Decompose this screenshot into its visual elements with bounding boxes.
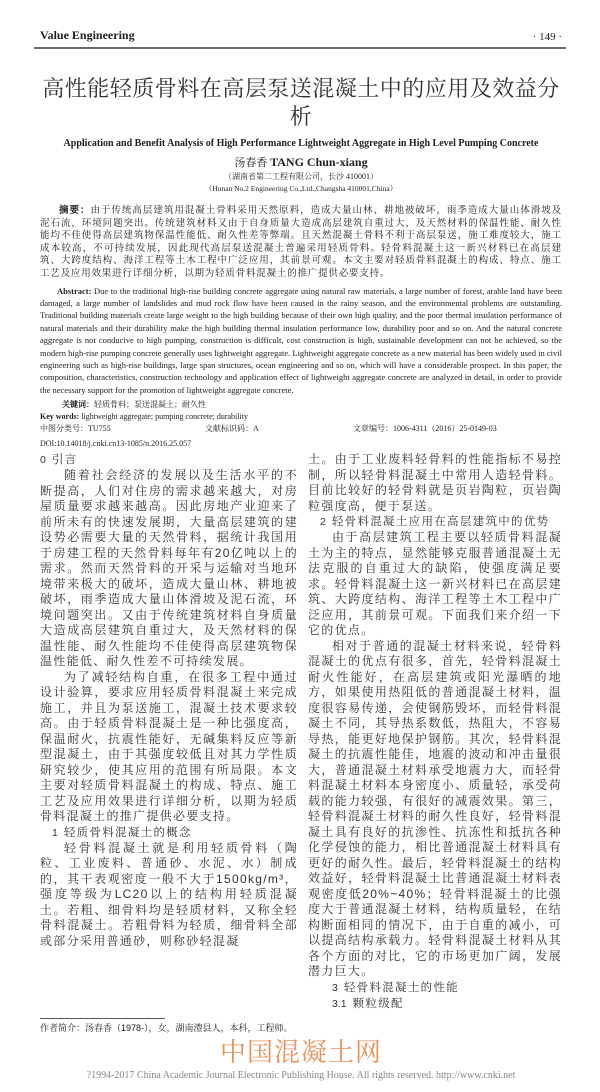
paragraph: 相对于普通的混凝土材料来说，轻骨料混凝土的优点有很多，首先，轻骨料混凝土耐火性能好，在高层建筑或阳光瀑晒的地方，如果使用热阻低的普通混凝土材料，温度很容易传递，会使钢筋毁坏，而轻骨料混凝土不同，其导热系数低，热阻大，不容易导热，能更好地保护钢筋。其次，轻骨料混凝土的抗震性能佳，地震的波动和冲击量很大，普通混凝土材料承受地震力大，而轻骨料混凝土材料本身密度小、质量轻，承受荷载的能力较强，有很好的减震效果。第三，轻骨料混凝土材料的耐久性良好，轻骨料混凝土具有良好的抗渗性、抗冻性和抵抗各种化学侵蚀的能力，相比普通混凝土材料具有更好的耐久性。最后，轻骨料混凝土的结构效益好，轻骨料混凝土比普通混凝土材料表观密度低20%~40%；轻骨料混凝土的比强度大于普通混凝土材料，结构质量轻，在结构断面相同的情况下，由于自重的减小，可以提高结构承载力。轻骨料混凝土材料从其各个方面的对比，它的市场更加广阔，发展潜力巨大。 <box>308 638 562 979</box>
meta-row <box>40 423 562 435</box>
keywords-en-label: Key words: <box>40 412 80 422</box>
paragraph: 由于高层建筑工程主要以轻质骨料混凝土为主的特点，显然能够克服普通混凝土无法克服的自重过大的缺陷，使强度满足要求。轻骨料混凝土这一新兴材料已在高层建筑、大跨度结构、海洋工程等土木工程中广泛应用，其前景可观。下面我们来介绍一下它的优点。 <box>308 530 562 638</box>
body-columns <box>40 452 562 1012</box>
abstract-en <box>40 285 562 397</box>
section-heading-0: 0 引言 <box>40 454 78 467</box>
abstract-en-text: Due to the traditional high-rise building concrete aggregate using natural raw materials, a large number of forest, arable land have been damaged, a large number of landslides and mud rock flow have been caused in the rainy season, and the environmental problems are outstanding. Traditional building materials create large weight to the high building because of their own high quality, and the poor thermal insulation performance of natural materials and their durability make the high building thermal insulation performance low, durability poor and so on. And the natural concrete aggregate is not conducive to high pumping, construction is difficult, cost construction is high, sustainable development can not be achieved, so the modern high-rise pumping concrete generally uses lightweight aggregate. Lightweight aggregate concrete as a new material has been widely used in civil engineering such as high-rise buildings, large span structures, ocean engineering and so on, which will have a considerable prospect. In this paper, the composition, characteristics, construction technology and application effect of lightweight aggregate concrete are analyzed in detail, in order to provide the necessary support for the promotion of lightweight aggregate concrete. <box>40 285 562 395</box>
watermark-logo: 中国混凝土网 <box>219 1036 382 1067</box>
page-header <box>34 28 566 49</box>
paragraph: 为了减轻结构自重，在很多工程中通过设计验算，要求应用轻质骨料混凝土来完成施工，并且为泵送施工，混凝土技术要求较高。由于轻质骨料混凝土是一种比强度高，保温耐火，抗震性能好，无碱集料反应等新型混凝土，由于其强度较低且对其力学性质研究较少，使其应用的范围有所局限。本文主要对轻质骨料混凝土的构成、特点、施工工艺及应用效果进行详细分析，以期为轻质骨料混凝土的推广提供必要支持。 <box>40 669 298 824</box>
keywords-en-text: lightweight aggregate; pumping concrete; durability <box>81 412 248 422</box>
affiliation-en: （Hunan No.2 Engineering Co.,Ltd.,Changsha 410001,China） <box>204 184 398 193</box>
document-code: 文献标识码：A <box>205 424 259 434</box>
keywords-cn <box>40 399 562 411</box>
paragraph: 随着社会经济的发展以及生活水平的不断提高，人们对住房的需求越来越大，对房屋质量要求越来越高。因此房地产业迎来了前所未有的快速发展期，大量高层建筑的建设势必需要大量的天然骨料，据统计我国用于房建工程的天然骨料每年有20亿吨以上的需求。然而天然骨料的开采与运输对当地环境带来极大的破坏，造成大量山林、耕地被破坏，雨季造成大量山体滑坡及泥石流，环境问题突出。又由于传统建筑材料自身质量大造成高层建筑自重过大，及天然材料的保温性能、耐久性能均不佳使得高层建筑物保温性能低、耐久性差不可持续发展。 <box>40 468 298 669</box>
footnote-rule <box>40 1018 165 1019</box>
author <box>40 155 562 171</box>
author-footnote: 作者简介：汤春香（1978-），女，湖南澧县人，本科，工程师。 <box>40 1022 293 1033</box>
affiliation-cn: （湖南省第二工程有限公司，长沙 410001） <box>224 172 378 181</box>
abstract-cn-text: 由于传统高层建筑用混凝土骨料采用天然原料，造成大量山林、耕地被破坏，雨季造成大量山体滑坡及泥石流，环境问题突出。传统建筑材料又由于自身质量大造成高层建筑自重过大，及天然材料的保温性能、耐久性能均不佳使得高层建筑物保温性能低、耐久性差等弊端。且天然混凝土骨料不利于高层泵送，施工难度较大，施工成本较高，不可持续发展，因此现代高层泵送混凝土普遍采用轻质骨料。轻骨料混凝土这一新兴材料已在高层建筑、大跨度结构、海洋工程等土木工程中广泛应用，其前景可观。本文主要对轻质骨料混凝土的构成、特点、施工工艺及应用效果进行详细分析，以期为轻质骨料混凝土的推广提供必要支持。 <box>40 206 562 279</box>
abstract-en-label: Abstract: <box>57 285 92 296</box>
page-footer <box>40 1018 562 1082</box>
page-number: · 149 · <box>532 31 562 43</box>
paper-title: 高性能轻质骨料在高层泵送混凝土中的应用及效益分析 <box>42 76 560 129</box>
abstract-cn-label: 摘要： <box>59 206 91 216</box>
author-cn: 汤春香 <box>234 157 268 169</box>
doi: DOI:10.14018/j.cnki.cn13-1085/n.2016.25.057 <box>40 439 192 449</box>
abstract-cn <box>40 205 562 281</box>
paper-title-english: Application and Benefit Analysis of High Performance Lightweight Aggregate in High Level Pumping Concrete <box>63 138 539 149</box>
right-column <box>308 452 562 1012</box>
journal-name: Value Engineering <box>40 28 135 42</box>
paragraph: 土。由于工业废料轻骨料的性能指标不易控制，所以轻骨料混凝土中常用人造轻骨料。目前比较好的轻骨料就是页岩陶粒，页岩陶粒强度高，便于泵送。 <box>308 452 562 513</box>
author-en: TANG Chun-xiang <box>270 155 368 169</box>
section-heading-2: 2 轻骨料混凝土应用在高层建筑中的优势 <box>320 516 550 529</box>
keywords-cn-label: 关键词： <box>62 400 94 410</box>
section-heading-3: 3 轻骨料混凝土的性能 <box>332 981 460 994</box>
copyright-footer: ?1994-2017 China Academic Journal Electronic Publishing House. All rights reserved. http://www.cnki.net <box>86 1069 516 1081</box>
paragraph: 轻骨料混凝土就是利用轻质骨料（陶粒、工业废料、普通砂、水泥、水）制成的，其干表观密度一般不大于1500kg/m³，强度等级为LC20以上的结构用轻质混凝土。若粗、细骨料均是轻质材料，又称全轻骨料混凝土。若粗骨料为轻质，细骨料全部或部分采用普通砂，则称砂轻混凝 <box>40 840 298 948</box>
keywords-en <box>40 411 562 423</box>
keywords-cn-text: 轻质骨料；泵送混凝土；耐久性 <box>94 400 206 410</box>
section-heading-1: 1 轻质骨料混凝土的概念 <box>52 826 192 839</box>
section-heading-3-1: 3.1 颗粒级配 <box>332 997 404 1010</box>
article-number: 文章编号：1006-4311（2016）25-0149-03 <box>353 424 497 434</box>
classification-number: 中图分类号：TU755 <box>40 424 111 434</box>
left-column <box>40 452 298 1012</box>
